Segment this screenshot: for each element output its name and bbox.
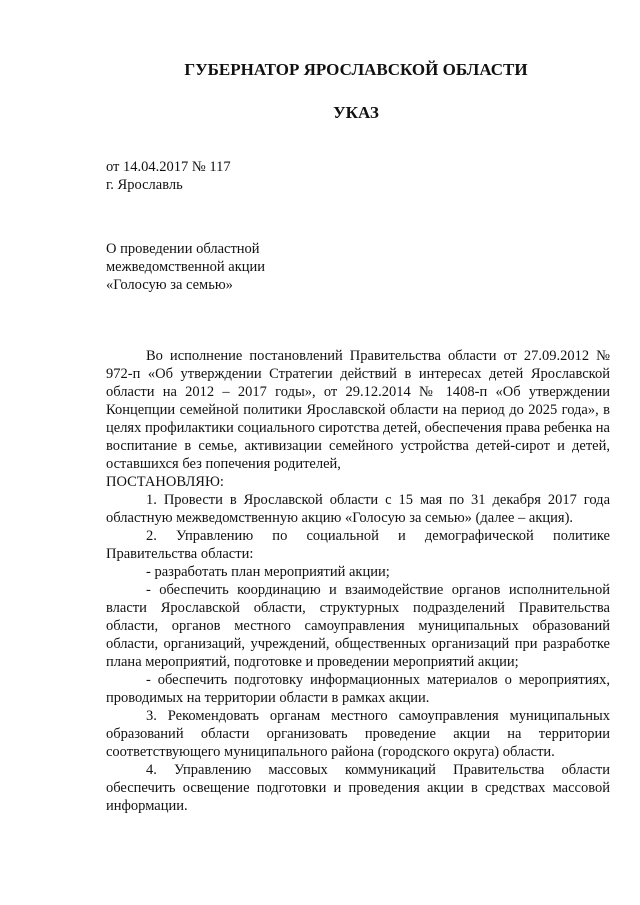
document-body: [106, 347, 610, 815]
subitem-paragraph: - обеспечить координацию и взаимодействие органов исполнительной власти Ярославской области, структурных подразделений Правительства области, органов местного самоуправления муниципальных образований области, организаций, учреждений, общественных организаций при разработке плана мероприятий, подготовке и проведении мероприятий акции;: [106, 582, 610, 670]
item-paragraph: 1. Провести в Ярославской области с 15 мая по 31 декабря 2017 года областную межведомственную акцию «Голосую за семью» (далее – акция).: [106, 492, 610, 526]
issuer-title: ГУБЕРНАТОР ЯРОСЛАВСКОЙ ОБЛАСТИ: [184, 60, 528, 79]
subitem-paragraph: - разработать план мероприятий акции;: [146, 564, 390, 580]
document-meta: [106, 158, 231, 194]
document-subject: [106, 240, 265, 294]
subitem-paragraph: - обеспечить подготовку информационных материалов о мероприятиях, проводимых на территории области в рамках акции.: [106, 672, 610, 706]
preamble-paragraph: Во исполнение постановлений Правительства области от 27.09.2012 № 972-п «Об утверждении Стратегии действий в интересах детей Ярославской области на 2012 – 2017 годы», от 29.12.2014 № 1408-п «Об утверждении Концепции семейной политики Ярославской области на период до 2025 года», в целях профилактики социального сиротства детей, обеспечения права ребенка на воспитание в семье, активизации семейного устройства детей-сирот и детей, оставшихся без попечения родителей,: [106, 348, 610, 472]
date-number: от 14.04.2017 № 117: [106, 159, 231, 175]
subject-line: межведомственной акции: [106, 259, 266, 275]
document-type: УКАЗ: [333, 103, 379, 122]
item-paragraph: 3. Рекомендовать органам местного самоуправления муниципальных образований области организовать проведение акции на территории соответствующего муниципального района (городского округа) области.: [106, 708, 610, 760]
subject-line: «Голосую за семью»: [106, 277, 233, 293]
resolve-word: ПОСТАНОВЛЯЮ:: [106, 474, 224, 490]
city: г. Ярославль: [106, 177, 183, 193]
item-paragraph: 4. Управлению массовых коммуникаций Правительства области обеспечить освещение подготовки и проведения акции в средствах массовой информации.: [106, 762, 610, 814]
subject-line: О проведении областной: [106, 241, 260, 257]
item-paragraph: 2. Управлению по социальной и демографической политике Правительства области:: [106, 528, 610, 562]
